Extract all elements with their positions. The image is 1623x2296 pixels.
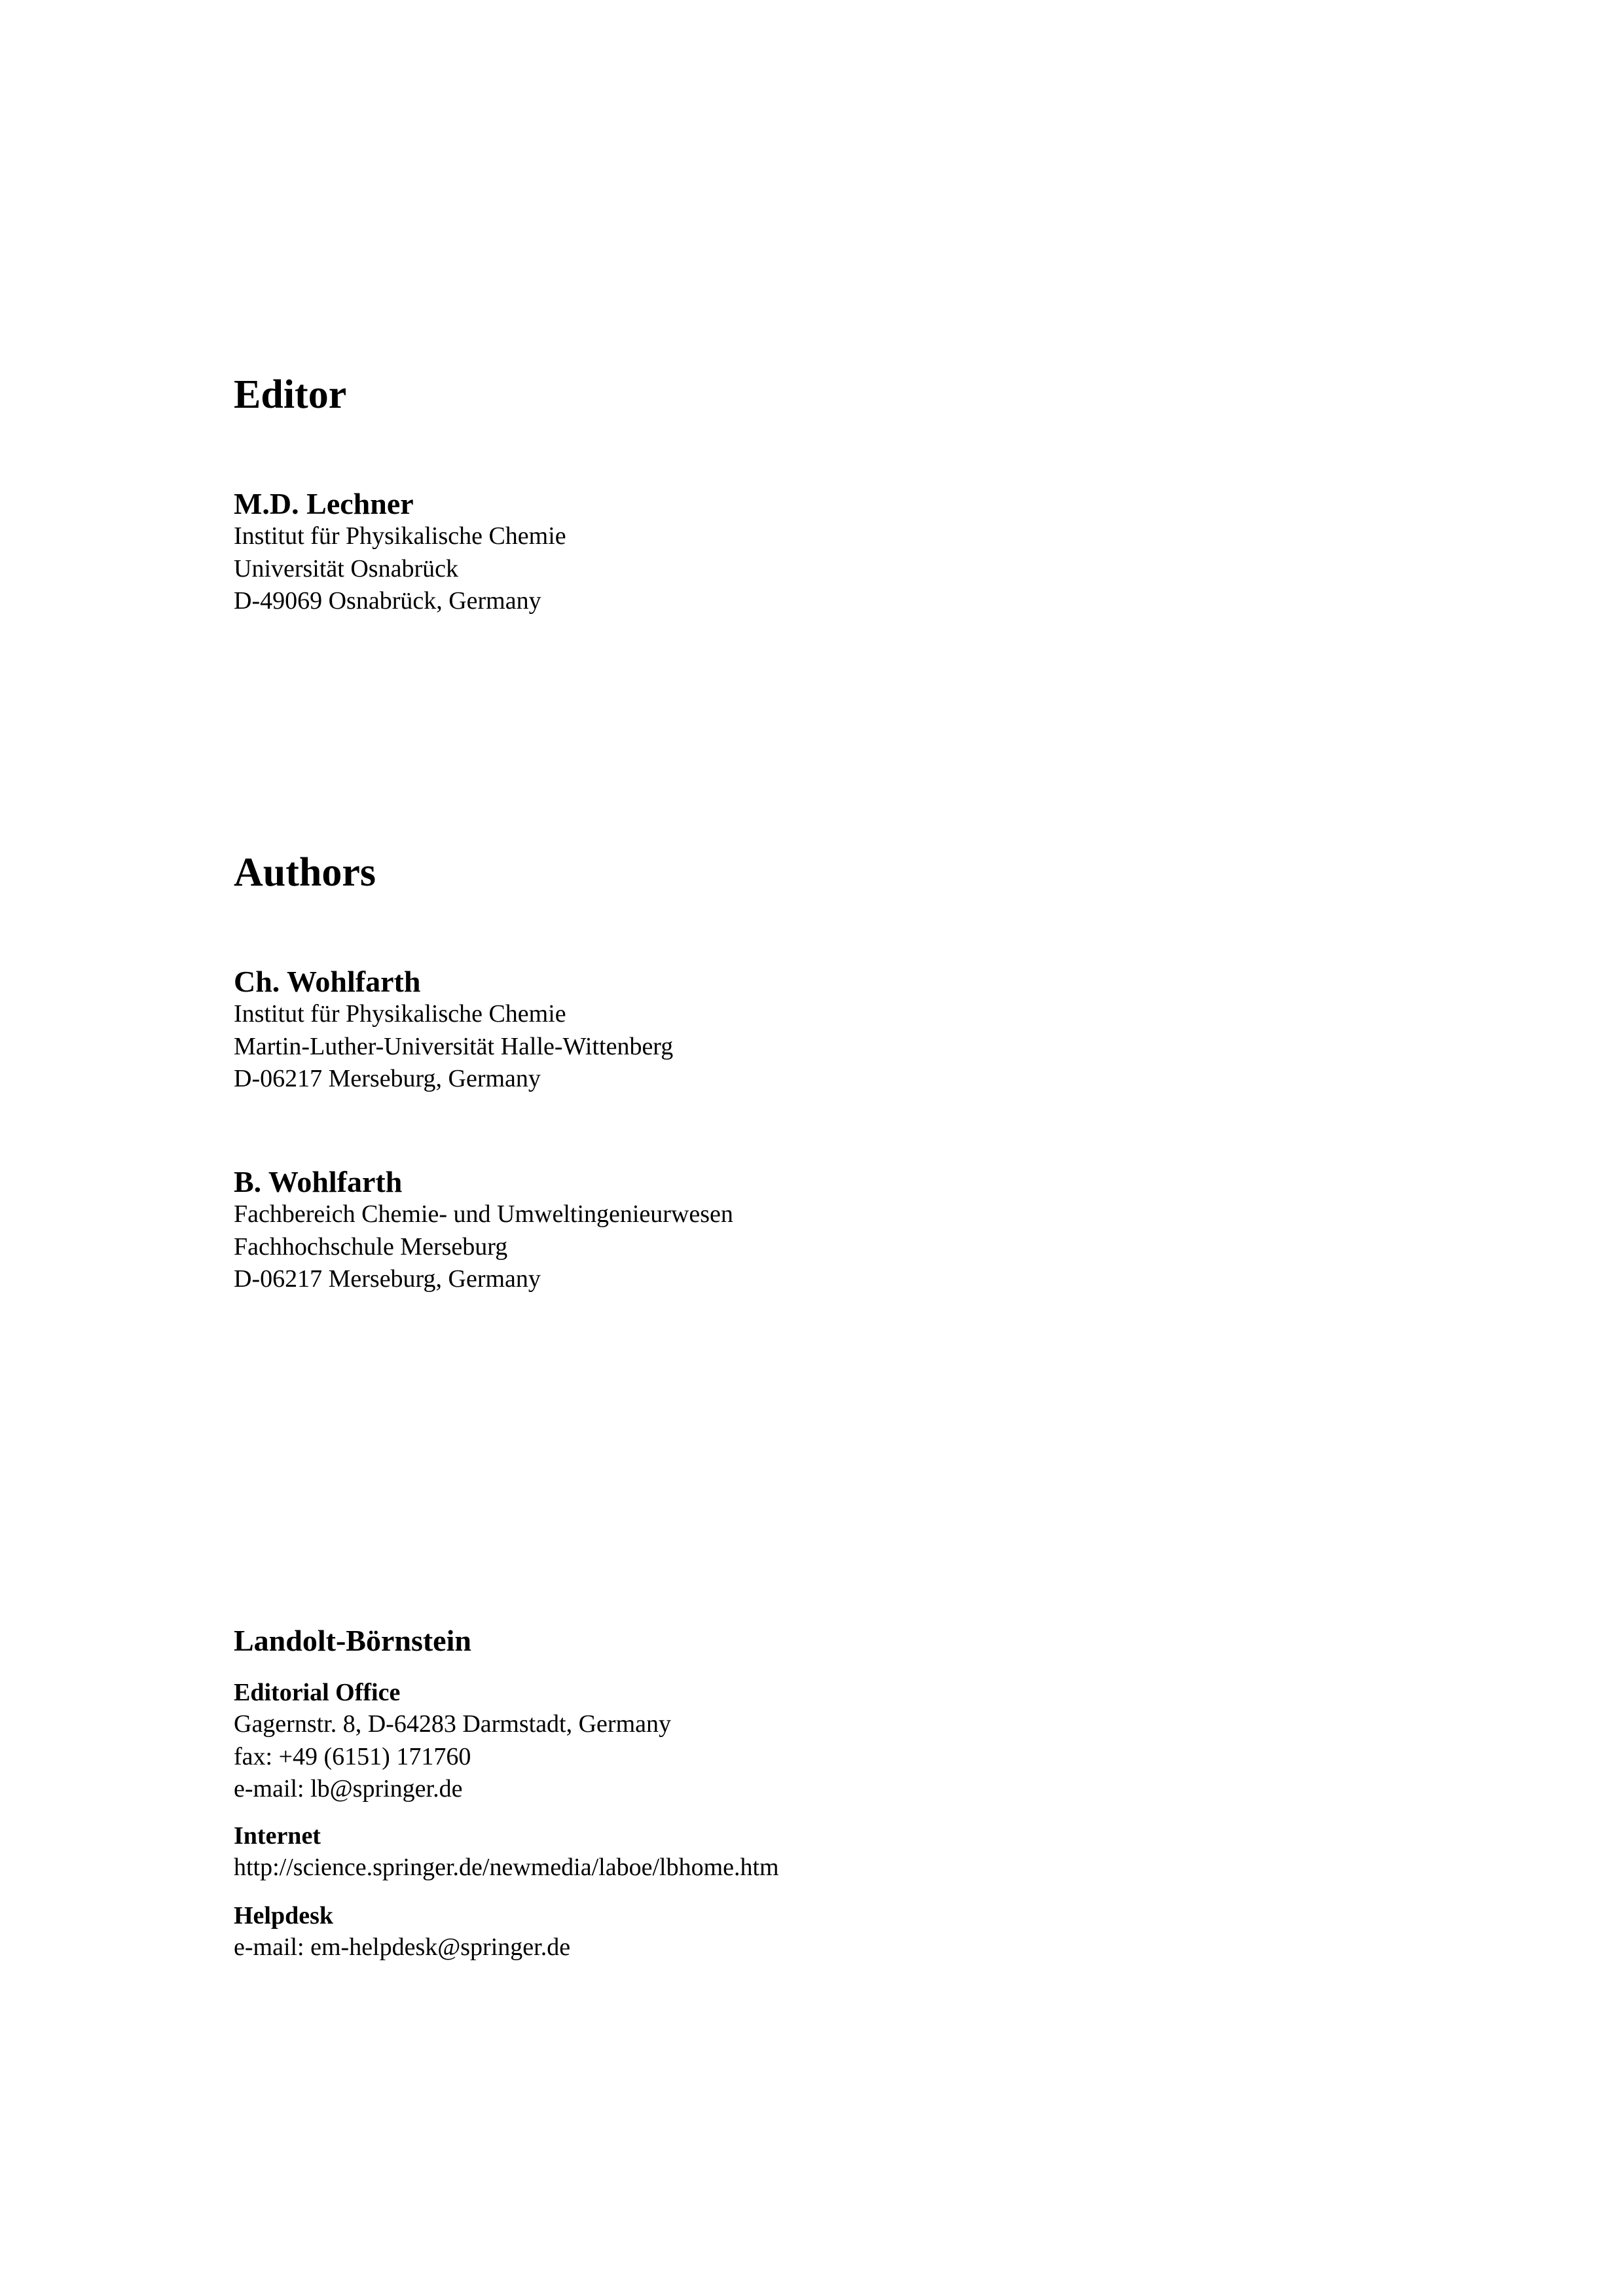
authors-heading: Authors xyxy=(234,850,376,895)
address-line: Institut für Physikalische Chemie xyxy=(234,522,566,550)
editorial-office-label: Editorial Office xyxy=(234,1679,401,1706)
office-title: Landolt-Börnstein xyxy=(234,1624,471,1657)
editor-name: M.D. Lechner xyxy=(234,487,414,520)
address-line: D-06217 Merseburg, Germany xyxy=(234,1065,541,1092)
helpdesk-label: Helpdesk xyxy=(234,1902,334,1929)
helpdesk-block xyxy=(234,1900,570,1964)
author-name: B. Wohlfarth xyxy=(234,1165,403,1198)
address-line: Universität Osnabrück xyxy=(234,554,458,583)
editor-heading: Editor xyxy=(234,372,347,417)
address-line: D-49069 Osnabrück, Germany xyxy=(234,587,541,615)
internet-url[interactable]: http://science.springer.de/newmedia/laboe/lbhome.htm xyxy=(234,1854,779,1881)
address-line: D-06217 Merseburg, Germany xyxy=(234,1265,541,1293)
contact-line: Gagernstr. 8, D-64283 Darmstadt, Germany xyxy=(234,1710,672,1738)
author-entry xyxy=(234,965,673,1096)
internet-block xyxy=(234,1820,779,1884)
editor-entry xyxy=(234,488,566,618)
helpdesk-email[interactable]: e-mail: em-helpdesk@springer.de xyxy=(234,1933,571,1961)
address-line: Fachhochschule Merseburg xyxy=(234,1232,508,1261)
address-line: Fachbereich Chemie- und Umweltingenieurwesen xyxy=(234,1200,733,1228)
address-line: Martin-Luther-Universität Halle-Wittenberg xyxy=(234,1032,674,1060)
contact-line: fax: +49 (6151) 171760 xyxy=(234,1742,471,1770)
address-line: Institut für Physikalische Chemie xyxy=(234,1000,566,1028)
contact-line: e-mail: lb@springer.de xyxy=(234,1775,463,1803)
editorial-office-block xyxy=(234,1677,671,1806)
internet-label: Internet xyxy=(234,1822,321,1850)
author-name: Ch. Wohlfarth xyxy=(234,965,421,998)
author-entry xyxy=(234,1166,733,1296)
